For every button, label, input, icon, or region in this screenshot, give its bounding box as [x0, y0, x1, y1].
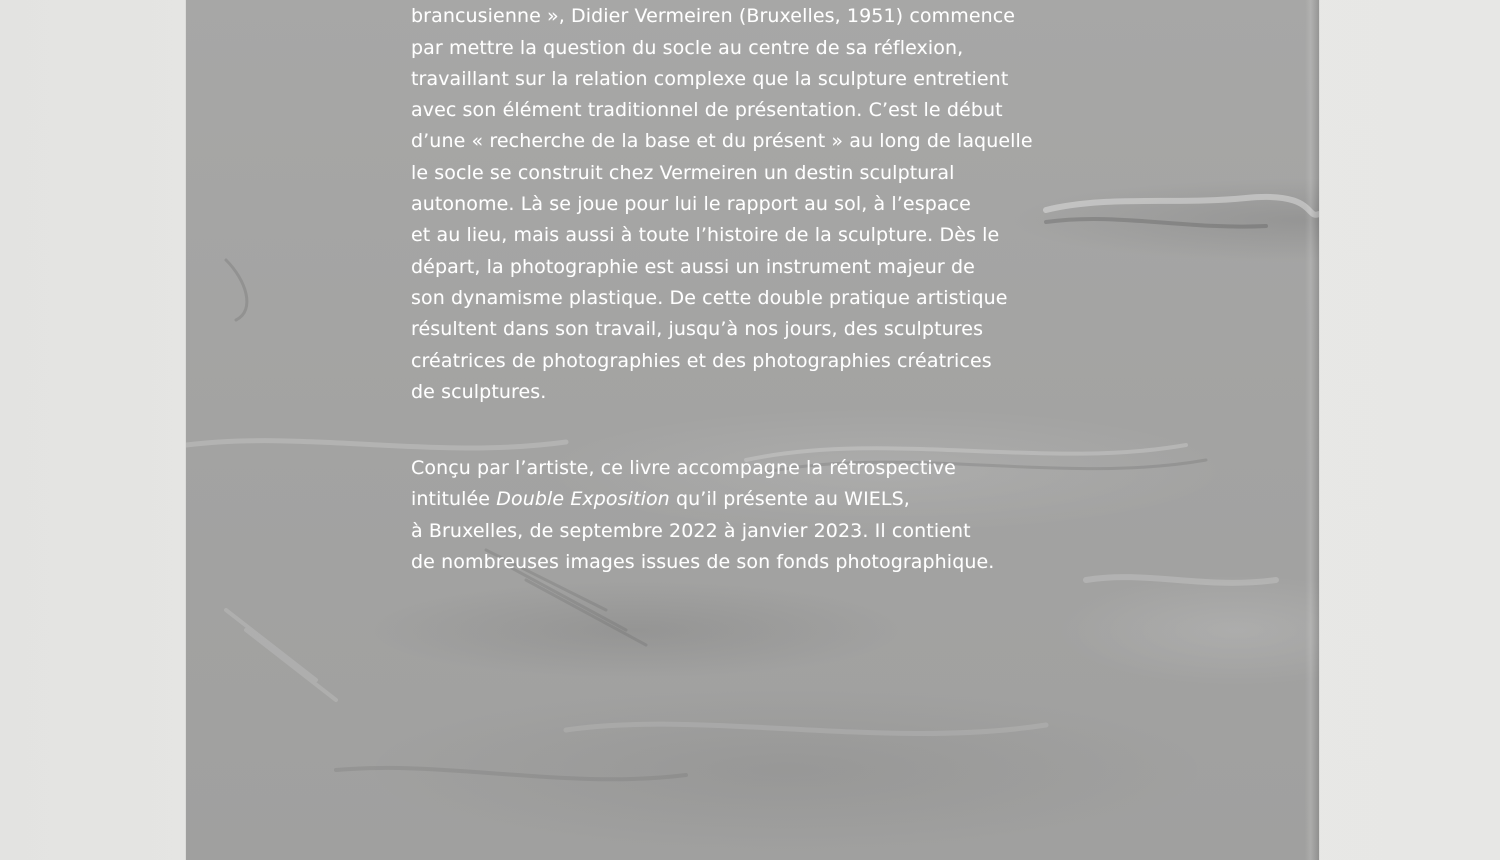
paragraph-line: départ, la photographie est aussi un instrument majeur de: [411, 255, 975, 278]
paragraph-line: de nombreuses images issues de son fonds photographique.: [411, 550, 995, 573]
book-info-paragraph: [411, 453, 994, 578]
book-back-cover: [186, 0, 1319, 860]
paragraph-line: autonome. Là se joue pour lui le rapport au sol, à l’espace: [411, 193, 971, 216]
paragraph-line: travaillant sur la relation complexe que la sculpture entretient: [411, 67, 1009, 90]
paragraph-line: créatrices de photographies et des photographies créatrices: [411, 349, 992, 372]
paragraph-line: Conçu par l’artiste, ce livre accompagne la rétrospective: [411, 457, 956, 479]
paragraph-line: avec son élément traditionnel de présentation. C’est le début: [411, 99, 1003, 122]
cover-right-edge: [1305, 0, 1319, 860]
exhibition-title: Double Exposition: [496, 488, 670, 511]
paragraph-line: à Bruxelles, de septembre 2022 à janvier 2023. Il contient: [411, 519, 971, 542]
line-text: intitulée: [411, 488, 497, 511]
paragraph-line: [411, 484, 994, 515]
paragraph-line: par mettre la question du socle au centre de sa réflexion,: [411, 36, 964, 59]
paragraph-line: son dynamisme plastique. De cette double pratique artistique: [411, 286, 1008, 309]
line-text: qu’il présente au WIELS,: [669, 488, 910, 511]
paragraph-line: le socle se construit chez Vermeiren un destin sculptural: [411, 161, 955, 184]
paragraph-line: d’une « recherche de la base et du présent » au long de laquelle: [411, 130, 1033, 153]
paragraph-line: résultent dans son travail, jusqu’à nos jours, des sculptures: [411, 318, 984, 341]
paragraph-line: et au lieu, mais aussi à toute l’histoire de la sculpture. Dès le: [411, 224, 1000, 247]
description-paragraph: [411, 0, 1033, 408]
paragraph-line: brancusienne », Didier Vermeiren (Bruxelles, 1951) commence: [411, 5, 1016, 28]
paragraph-line: de sculptures.: [411, 380, 547, 403]
